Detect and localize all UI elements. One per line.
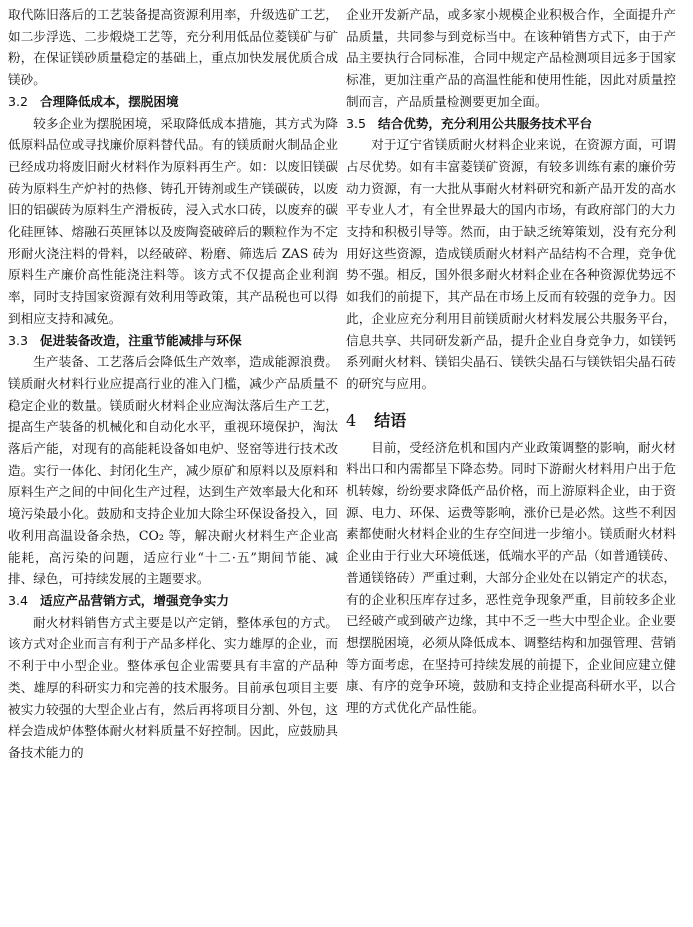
section-title: 适应产品营销方式，增强竞争实力 <box>40 592 229 608</box>
section-number: 3.2 <box>8 93 29 109</box>
section-number: 3.5 <box>346 115 367 131</box>
paragraph-continuation: 取代陈旧落后的工艺装备提高资源利用率，升级选矿工艺，如二步浮选、二步煅烧工艺等，充分利用低品位菱镁矿与矿粉，在保证镁砂质量稳定的基础上，重点加快发展优质合成镁砂。 <box>8 7 338 88</box>
section-number: 3.4 <box>8 592 29 608</box>
paragraph-3-5: 对于辽宁省镁质耐火材料企业来说，在资源方面，可谓占尽优势。如有丰富菱镁矿资源，有较多训练有素的廉价劳动力资源，有一大批从事耐火材料研究和新产品开发的高水平专业人才，有全世界最大的国内市场，有政府部门的大力支持和积极引导等。然而，由于缺乏统筹策划，没有充分利用好这些资源，造成镁质耐火材料产品结构不合理，竞争优势不强。相反，国外很多耐火材料企业在各种资源优势远不如我们的前提下，其产品在市场上反而有较强的竞争力。因此，企业应充分利用目前镁质耐火材料发展公共服务平台，信息共享、共同研发新产品，提升企业自身竞争力，如镁钙系列耐火材料、镁铝尖晶石、镁铁尖晶石与镁铁铝尖晶石砖的研究与应用。 <box>346 137 676 391</box>
section-heading-3-4 <box>8 590 338 612</box>
section-number: 4 <box>346 410 357 430</box>
section-heading-3-2 <box>8 91 338 113</box>
section-title: 结语 <box>374 410 407 430</box>
paragraph-3-3: 生产装备、工艺落后会降低生产效率，造成能源浪费。镁质耐火材料行业应提高行业的准入门槛，减少产品质量不稳定企业的数量。镁质耐火材料企业应淘汰落后生产工艺，提高生产装备的机械化和自动化水平，重视环境保护，淘汰落后产能，对现有的高能耗设备如电炉、竖窑等进行技术改造。实行一体化、封闭化生产，减少原矿和原料以及原料和原料生产之间的中间化生产过程，达到生产效率最大化和环境污染最小化。鼓励和支持企业加大除尘环保设备投入，回收利用高温设备余热，CO₂ 等，解决耐火材料生产企业高能耗，高污染的问题，适应行业“十二·五”期间节能、减排、绿色，可持续发展的主题要求。 <box>8 354 338 587</box>
section-heading-3-3 <box>8 330 338 352</box>
section-title: 结合优势，充分利用公共服务技术平台 <box>378 115 593 131</box>
section-title: 促进装备改造，注重节能减排与环保 <box>40 332 242 348</box>
paragraph-4: 目前，受经济危机和国内产业政策调整的影响，耐火材料出口和内需都呈下降态势。同时下游耐火材料用户出于危机转嫁，纷纷要求降低产品价格，而上游原料企业，由于资源、电力、环保、运费等影响，涨价已是必然。这些不利因素都使耐火材料企业的生存空间进一步缩小。镁质耐火材料企业由于行业大环境低迷，低端水平的产品（如普通镁砖、普通镁铬砖）严重过剩，大部分企业处在以销定产的状态，有的企业积压库存过多，恶性竞争现象严重，目前较多企业已经破产或到破产边缘，其中不乏一些大中型企业。企业要想摆脱困境，必须从降低成本、调整结构和加强管理、营销等方面考虑，在坚持可持续发展的前提下，企业间应建立健康、有序的竞争环境，鼓励和支持企业提高科研水平，以合理的方式优化产品性能。 <box>346 439 676 716</box>
section-heading-4 <box>346 409 676 433</box>
section-title: 合理降低成本，摆脱困境 <box>40 93 179 109</box>
paragraph-3-2: 较多企业为摆脱困境，采取降低成本措施，其方式为降低原料品位或寻找廉价原料替代品。有的镁质耐火制品企业已经成功将废旧耐火材料作为原料再生产。如：以废旧镁碳砖为原料生产炉衬的热修、铸孔开铸剂或生产镁碳砖，以废旧的铝碳砖为原料生产滑板砖，浸入式水口砖，以废弃的碳化硅匣钵、熔融石英匣钵以及废陶瓷破碎后的颗粒作为不定形耐火浇注料的骨料，以经破碎、粉磨、筛选后 ZAS 砖为原料生产廉价高性能浇注料等。该方式不仅提高企业利润率，同时支持国家资源有效利用等政策，其产品税也可以得到相应支持和减免。 <box>8 115 338 326</box>
section-number: 3.3 <box>8 332 29 348</box>
section-heading-3-5 <box>346 113 676 135</box>
paragraph-continuation: 企业开发新产品，或多家小规模企业积极合作，全面提升产品质量，共同参与到竞标当中。在该种销售方式下，由于产品主要执行合同标准，合同中规定产品检测项目远多于国家标准，更加注重产品的高温性能和使用性能，因此对质量控制而言，产品质量检测要更加全面。 <box>346 7 676 109</box>
paragraph-3-4: 耐火材料销售方式主要是以产定销，整体承包的方式。该方式对企业而言有利于产品多样化、实力雄厚的企业，而不利于中小型企业。整体承包企业需要具有丰富的产品种类、雄厚的科研实力和完善的技术服务。目前承包项目主要被实力较强的大型企业占有，然后再将项目分割、外包，这样会造成炉体整体耐火材料质量不好控制。因此，应鼓励具备技术能力的 <box>8 614 338 760</box>
left-column <box>8 4 338 764</box>
right-column <box>346 4 676 719</box>
